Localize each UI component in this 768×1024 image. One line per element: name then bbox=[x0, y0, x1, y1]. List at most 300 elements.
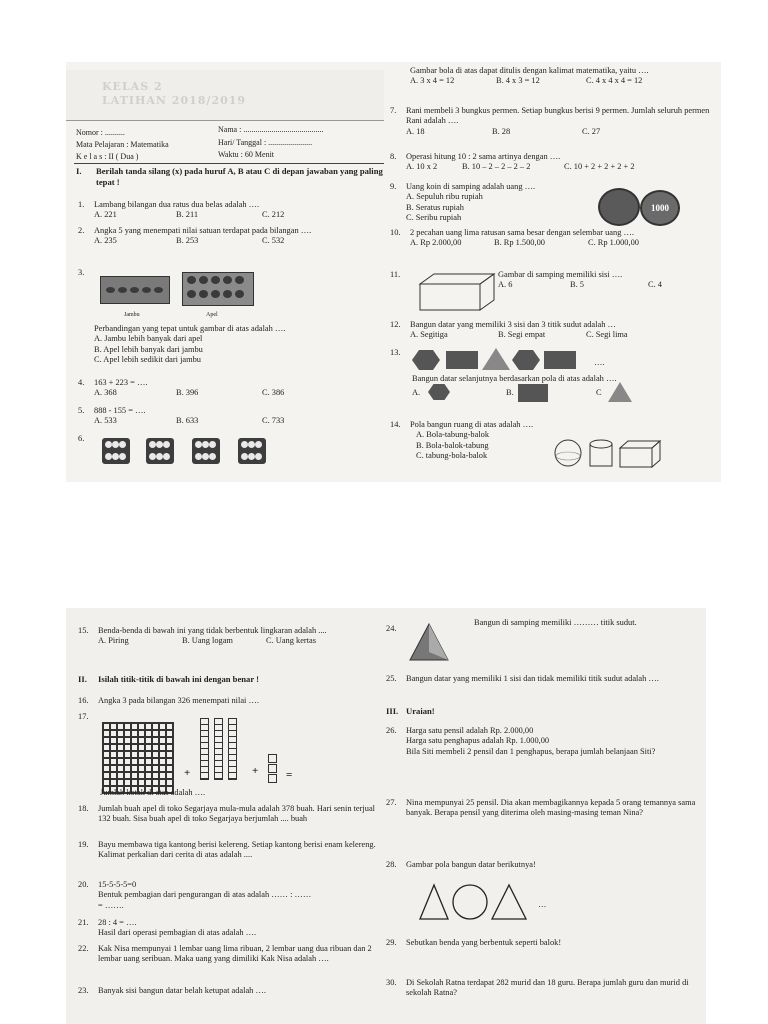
plus-sign: + bbox=[184, 767, 191, 779]
question-21 bbox=[78, 918, 378, 939]
question-text: Angka 5 yang menempati nilai satuan terdapat pada bilangan …. bbox=[94, 226, 312, 235]
equals-sign: = bbox=[286, 769, 293, 781]
question-number: 17. bbox=[78, 712, 89, 721]
ball-group-icon bbox=[192, 438, 220, 464]
question-text: Bangun datar yang memiliki 3 sisi dan 3 titik sudut adalah … bbox=[410, 320, 616, 329]
ball-icon bbox=[112, 441, 119, 448]
question-text-2: Hasil dari operasi pembagian di atas adalah …. bbox=[98, 928, 257, 938]
grid-cell bbox=[103, 751, 110, 758]
ball-icon bbox=[149, 441, 156, 448]
option-a[interactable]: A. 10 x 2 bbox=[406, 162, 438, 172]
ball-group-icon bbox=[102, 438, 130, 464]
apple-fruit bbox=[199, 276, 208, 284]
question-text: Perbandingan yang tepat untuk gambar di atas adalah …. bbox=[94, 324, 286, 333]
grid-cell bbox=[131, 730, 138, 737]
question-text: Sebutkan benda yang berbentuk seperti balok! bbox=[406, 938, 562, 947]
question-text: Gambar bola di atas dapat ditulis dengan kalimat matematika, yaitu …. bbox=[410, 66, 649, 75]
section-1-instruction: Berilah tanda silang (x) pada huruf A, B atau C di depan jawaban yang paling tepat ! bbox=[96, 166, 383, 187]
rectangle-icon bbox=[544, 351, 576, 369]
question-number: 26. bbox=[386, 726, 397, 735]
question-number: 11. bbox=[390, 270, 401, 279]
option-a[interactable]: A. Jambu lebih banyak dari apel bbox=[94, 334, 203, 344]
question-number: 20. bbox=[78, 880, 89, 889]
grid-cell bbox=[152, 772, 159, 779]
grid-cell bbox=[159, 758, 166, 765]
grid-cell bbox=[166, 779, 173, 786]
ball-icon bbox=[156, 441, 163, 448]
grid-cell bbox=[159, 772, 166, 779]
grid-cell bbox=[117, 765, 124, 772]
triangle-icon bbox=[482, 348, 510, 370]
question-text: Lambang bilangan dua ratus dua belas adalah …. bbox=[94, 200, 260, 209]
section-1-number: I. bbox=[76, 166, 82, 176]
grid-cell bbox=[117, 772, 124, 779]
worksheet-page-2 bbox=[66, 608, 706, 1024]
question-number: 21. bbox=[78, 918, 89, 927]
grid-cell bbox=[124, 751, 131, 758]
unit-cube bbox=[268, 774, 277, 783]
guava-fruit bbox=[154, 287, 163, 293]
option-c[interactable]: C bbox=[596, 388, 602, 397]
ball-icon bbox=[195, 453, 202, 460]
question-text: Gambar di samping memiliki sisi …. bbox=[498, 270, 623, 279]
grid-cell bbox=[124, 730, 131, 737]
option-a[interactable]: A. bbox=[412, 388, 421, 397]
grid-cell bbox=[117, 751, 124, 758]
header-title-year: LATIHAN 2018/2019 bbox=[102, 94, 247, 107]
ball-group-icon bbox=[146, 438, 174, 464]
question-number: 2. bbox=[78, 226, 85, 235]
grid-cell bbox=[131, 779, 138, 786]
question-13 bbox=[390, 374, 710, 384]
grid-cell bbox=[159, 751, 166, 758]
question-text: Di Sekolah Ratna terdapat 282 murid dan 18 guru. Berapa jumlah guru dan murid di sekolah Ratna? bbox=[406, 978, 689, 998]
apple-fruit bbox=[223, 276, 232, 284]
plus-sign: + bbox=[252, 765, 259, 777]
grid-cell bbox=[110, 737, 117, 744]
grid-cell bbox=[138, 772, 145, 779]
question-24 bbox=[474, 618, 704, 628]
option-a[interactable]: A. 18 bbox=[406, 126, 425, 136]
question-28 bbox=[386, 860, 704, 870]
question-number: 13. bbox=[390, 348, 401, 357]
option-b[interactable]: B. 28 bbox=[492, 126, 511, 136]
apple-fruit bbox=[235, 290, 244, 298]
option-b[interactable]: B. 211 bbox=[176, 210, 199, 220]
question-number: 12. bbox=[390, 320, 401, 329]
question-number: 10. bbox=[390, 228, 401, 237]
guava-fruit bbox=[106, 287, 115, 293]
grid-cell bbox=[166, 751, 173, 758]
question-number: 9. bbox=[390, 182, 397, 191]
question-number: 27. bbox=[386, 798, 397, 807]
option-a[interactable]: A. 533 bbox=[94, 416, 117, 426]
question-number: 23. bbox=[78, 986, 89, 995]
hexagon-icon bbox=[412, 350, 440, 370]
question-4 bbox=[78, 378, 378, 399]
option-c[interactable]: C. 733 bbox=[262, 416, 285, 426]
apple-fruit bbox=[199, 290, 208, 298]
option-b[interactable]: B. Bola-balok-tabung bbox=[416, 440, 489, 450]
grid-cell bbox=[103, 765, 110, 772]
question-27 bbox=[386, 798, 704, 819]
ball-icon bbox=[105, 453, 112, 460]
option-b[interactable]: B. bbox=[506, 388, 514, 397]
ten-rod bbox=[214, 718, 223, 780]
question-text-3: = ……. bbox=[98, 900, 124, 910]
hundred-block bbox=[102, 722, 174, 794]
option-c[interactable]: C. 10 + 2 + 2 + 2 + 2 bbox=[564, 162, 635, 172]
grid-cell bbox=[117, 744, 124, 751]
option-c[interactable]: C. Segi lima bbox=[586, 330, 628, 340]
option-b[interactable]: B. Seratus rupiah bbox=[406, 202, 464, 212]
option-c[interactable]: C. Uang kertas bbox=[266, 636, 317, 646]
grid-cell bbox=[145, 779, 152, 786]
question-19 bbox=[78, 840, 378, 861]
guava-fruit bbox=[130, 287, 139, 293]
section-2-number: II. bbox=[78, 674, 87, 684]
grid-cell bbox=[117, 730, 124, 737]
question-text: 2 pecahan uang lima ratusan sama besar dengan selembar uang …. bbox=[410, 228, 634, 237]
question-number: 25. bbox=[386, 674, 397, 683]
question-number: 15. bbox=[78, 626, 89, 635]
worksheet-page-1 bbox=[66, 62, 721, 482]
grid-cell bbox=[145, 744, 152, 751]
question-number: 24. bbox=[386, 624, 397, 633]
header-divider bbox=[74, 163, 384, 164]
grid-cell bbox=[159, 779, 166, 786]
grid-cell bbox=[152, 723, 159, 730]
question-9 bbox=[390, 182, 590, 223]
cuboid-picture bbox=[414, 272, 498, 314]
option-b[interactable]: B. 396 bbox=[176, 388, 199, 398]
grid-cell bbox=[124, 737, 131, 744]
grid-cell bbox=[103, 723, 110, 730]
solid-shapes-picture bbox=[552, 436, 664, 470]
grid-cell bbox=[152, 744, 159, 751]
option-c[interactable]: C. 212 bbox=[262, 210, 285, 220]
grid-cell bbox=[166, 758, 173, 765]
ball-icon bbox=[163, 453, 170, 460]
grid-cell bbox=[124, 744, 131, 751]
grid-cell bbox=[138, 765, 145, 772]
pattern-ellipsis: …. bbox=[594, 358, 605, 367]
grid-cell bbox=[138, 758, 145, 765]
grid-cell bbox=[103, 744, 110, 751]
option-c[interactable]: C. Rp 1.000,00 bbox=[588, 238, 639, 248]
grid-cell bbox=[159, 765, 166, 772]
grid-cell bbox=[110, 758, 117, 765]
option-a[interactable]: A. 6 bbox=[498, 280, 513, 290]
grid-cell bbox=[145, 751, 152, 758]
grid-cell bbox=[145, 730, 152, 737]
question-number: 6. bbox=[78, 434, 85, 443]
option-c[interactable]: C. 4 x 4 x 4 = 12 bbox=[586, 76, 643, 86]
rod-cell bbox=[229, 773, 236, 779]
option-b[interactable]: B. Rp 1.500,00 bbox=[494, 238, 545, 248]
question-text: Uang koin di samping adalah uang …. bbox=[406, 182, 536, 191]
grid-cell bbox=[124, 765, 131, 772]
grid-cell bbox=[145, 765, 152, 772]
shape-pattern-picture bbox=[418, 882, 530, 922]
rod-cell bbox=[215, 773, 222, 779]
apple-fruit bbox=[187, 276, 196, 284]
question-number: 14. bbox=[390, 420, 401, 429]
ball-icon bbox=[248, 441, 255, 448]
question-number: 22. bbox=[78, 944, 89, 953]
grid-cell bbox=[166, 737, 173, 744]
ball-group-icon bbox=[238, 438, 266, 464]
option-b[interactable]: B. 10 – 2 – 2 – 2 – 2 bbox=[462, 162, 531, 172]
option-a[interactable]: A. 221 bbox=[94, 210, 117, 220]
question-text: Nina mempunyai 25 pensil. Dia akan membagikannya kepada 5 orang temannya sama banyak. Berapa pensil yang diterima oleh masing-masing teman Nina? bbox=[406, 798, 696, 818]
triangle-icon bbox=[608, 382, 632, 402]
question-text: 163 + 223 = …. bbox=[94, 378, 148, 387]
option-c[interactable]: C. tabung-bola-balok bbox=[416, 450, 488, 460]
ten-rod bbox=[228, 718, 237, 780]
question-26 bbox=[386, 726, 704, 757]
grid-cell bbox=[110, 744, 117, 751]
option-a[interactable]: A. Sepuluh ribu rupiah bbox=[406, 192, 483, 202]
question-text: Bangun datar selanjutnya berdasarkan pola di atas adalah …. bbox=[412, 374, 617, 383]
grid-cell bbox=[152, 730, 159, 737]
ball-icon bbox=[255, 453, 262, 460]
rectangle-icon bbox=[446, 351, 478, 369]
pattern-blank: … bbox=[538, 900, 547, 909]
grid-cell bbox=[159, 730, 166, 737]
question-text: Banyak sisi bangun datar belah ketupat adalah …. bbox=[98, 986, 266, 995]
apple-fruit bbox=[211, 276, 220, 284]
ball-icon bbox=[156, 453, 163, 460]
grid-cell bbox=[110, 772, 117, 779]
question-number: 3. bbox=[78, 268, 85, 277]
question-23 bbox=[78, 986, 378, 996]
grid-cell bbox=[117, 779, 124, 786]
question-20 bbox=[78, 880, 378, 911]
ball-icon bbox=[163, 441, 170, 448]
coin-back-icon bbox=[598, 188, 640, 226]
option-b[interactable]: B. Segi empat bbox=[498, 330, 546, 340]
grid-cell bbox=[166, 772, 173, 779]
triangle-picture bbox=[408, 622, 450, 662]
grid-cell bbox=[152, 737, 159, 744]
grid-cell bbox=[110, 765, 117, 772]
coin-1000-icon: 1000 bbox=[640, 190, 680, 226]
unit-cube bbox=[268, 754, 277, 763]
option-b[interactable]: B. 5 bbox=[570, 280, 584, 290]
apple-fruit bbox=[235, 276, 244, 284]
question-2 bbox=[78, 226, 378, 247]
question-number: 7. bbox=[390, 106, 397, 115]
field-hari-tanggal: Hari/ Tanggal : ...................... bbox=[218, 138, 313, 147]
question-text-3: Bila Siti membeli 2 pensil dan 1 penghapus, berapa jumlah belanjaan Siti? bbox=[406, 746, 656, 756]
ball-icon bbox=[255, 441, 262, 448]
apple-label: Apel bbox=[206, 312, 218, 318]
question-text-2: Harga satu penghapus adalah Rp. 1.000,00 bbox=[406, 736, 550, 746]
field-mata-pelajaran: Mata Pelajaran : Matematika bbox=[76, 140, 169, 149]
question-text: Operasi hitung 10 : 2 sama artinya dengan …. bbox=[406, 152, 561, 161]
grid-cell bbox=[166, 730, 173, 737]
grid-cell bbox=[124, 723, 131, 730]
question-text: Angka 3 pada bilangan 326 menempati nilai …. bbox=[98, 696, 259, 705]
option-a[interactable]: A. 3 x 4 = 12 bbox=[410, 76, 455, 86]
grid-cell bbox=[138, 723, 145, 730]
question-text: Gambar pola bangun datar berikutnya! bbox=[406, 860, 536, 869]
grid-cell bbox=[110, 723, 117, 730]
section-3-number: III. bbox=[386, 706, 399, 716]
grid-cell bbox=[131, 758, 138, 765]
ball-icon bbox=[209, 453, 216, 460]
grid-cell bbox=[159, 723, 166, 730]
question-7 bbox=[390, 106, 710, 137]
hexagon-icon bbox=[428, 384, 450, 400]
field-nomor: Nomor : .......... bbox=[76, 128, 125, 137]
guava-fruit bbox=[142, 287, 151, 293]
grid-cell bbox=[131, 772, 138, 779]
question-text: Benda-benda di bawah ini yang tidak berbentuk lingkaran adalah .... bbox=[98, 626, 327, 635]
grid-cell bbox=[152, 758, 159, 765]
option-c[interactable]: C. 532 bbox=[262, 236, 285, 246]
question-17 bbox=[80, 788, 380, 798]
grid-cell bbox=[103, 737, 110, 744]
question-text: Bangun datar yang memiliki 1 sisi dan tidak memiliki titik sudut adalah …. bbox=[406, 674, 659, 683]
grid-cell bbox=[124, 758, 131, 765]
question-30 bbox=[386, 978, 704, 999]
grid-cell bbox=[145, 772, 152, 779]
question-number: 29. bbox=[386, 938, 397, 947]
question-3-body bbox=[78, 324, 378, 365]
header-title-class: KELAS 2 bbox=[102, 80, 163, 93]
apple-fruit bbox=[211, 290, 220, 298]
question-text-2: Bentuk pembagian dari pengurangan di atas adalah …… : …… bbox=[98, 890, 312, 900]
option-a[interactable]: A. 368 bbox=[94, 388, 117, 398]
question-1 bbox=[78, 200, 378, 221]
question-number: 5. bbox=[78, 406, 85, 415]
grid-cell bbox=[166, 744, 173, 751]
option-a[interactable]: A. Bola-tabung-balok bbox=[416, 430, 490, 440]
question-22 bbox=[78, 944, 378, 965]
question-5 bbox=[78, 406, 378, 427]
option-b[interactable]: B. Uang logam bbox=[182, 636, 233, 646]
question-number: 28. bbox=[386, 860, 397, 869]
grid-cell bbox=[124, 779, 131, 786]
option-a[interactable]: A. Rp 2.000,00 bbox=[410, 238, 462, 248]
ball-icon bbox=[149, 453, 156, 460]
grid-cell bbox=[117, 758, 124, 765]
grid-cell bbox=[103, 730, 110, 737]
grid-cell bbox=[138, 779, 145, 786]
option-c[interactable]: C. 386 bbox=[262, 388, 285, 398]
grid-cell bbox=[131, 744, 138, 751]
question-text: Jumlah buah apel di toko Segarjaya mula-mula adalah 378 buah. Hari senin terjual 132 buah. Sisa buah apel di toko Segarjaya berjumlah .... buah bbox=[98, 804, 375, 824]
ball-icon bbox=[105, 441, 112, 448]
grid-cell bbox=[152, 751, 159, 758]
ball-icon bbox=[112, 453, 119, 460]
option-a[interactable]: A. Segitiga bbox=[410, 330, 448, 340]
grid-cell bbox=[131, 765, 138, 772]
grid-cell bbox=[138, 744, 145, 751]
apple-fruit bbox=[223, 290, 232, 298]
option-b[interactable]: B. Apel lebih banyak dari jambu bbox=[94, 344, 203, 354]
field-waktu: Waktu : 60 Menit bbox=[218, 150, 275, 159]
ball-icon bbox=[209, 441, 216, 448]
question-number: 4. bbox=[78, 378, 85, 387]
option-a[interactable]: A. 235 bbox=[94, 236, 117, 246]
grid-cell bbox=[124, 772, 131, 779]
question-text: Harga satu pensil adalah Rp. 2.000,00 bbox=[406, 726, 534, 735]
option-a[interactable]: A. Piring bbox=[98, 636, 129, 646]
grid-cell bbox=[110, 730, 117, 737]
ball-icon bbox=[119, 441, 126, 448]
question-6-continued bbox=[394, 66, 714, 87]
question-16 bbox=[78, 696, 378, 706]
question-text: Bayu membawa tiga kantong berisi kelereng. Setiap kantong berisi enam kelereng. Kalimat perkalian dari cerita di atas adalah .... bbox=[98, 840, 376, 860]
grid-cell bbox=[166, 723, 173, 730]
unit-cube bbox=[268, 764, 277, 773]
question-text: Jumlah kotak di atas adalah …. bbox=[100, 788, 206, 797]
rod-cell bbox=[201, 773, 208, 779]
grid-cell bbox=[138, 737, 145, 744]
option-b[interactable]: B. 253 bbox=[176, 236, 199, 246]
grid-cell bbox=[103, 779, 110, 786]
hexagon-icon bbox=[512, 350, 540, 370]
question-12 bbox=[390, 320, 720, 341]
apple-fruit bbox=[187, 290, 196, 298]
grid-cell bbox=[117, 737, 124, 744]
guava-fruit bbox=[118, 287, 127, 293]
ball-icon bbox=[195, 441, 202, 448]
question-text: Kak Nisa mempunyai 1 lembar uang lima ribuan, 2 lembar uang dua ribuan dan 2 lembar uang seribuan. Maka uang yang dimiliki Kak Nisa adalah …. bbox=[98, 944, 372, 964]
ball-icon bbox=[248, 453, 255, 460]
question-25 bbox=[386, 674, 704, 684]
question-text: Bangun di samping memiliki ……… titik sudut. bbox=[474, 618, 637, 627]
question-text: Pola bangun ruang di atas adalah …. bbox=[410, 420, 534, 429]
question-number: 30. bbox=[386, 978, 397, 987]
grid-cell bbox=[145, 758, 152, 765]
question-text: 28 : 4 = …. bbox=[98, 918, 137, 927]
question-11 bbox=[498, 270, 708, 291]
option-c[interactable]: C. 4 bbox=[648, 280, 662, 290]
question-text: 888 - 155 = …. bbox=[94, 406, 146, 415]
question-number: 18. bbox=[78, 804, 89, 813]
question-15 bbox=[78, 626, 378, 647]
question-text: Rani membeli 3 bungkus permen. Setiap bungkus berisi 9 permen. Jumlah seluruh permen Rani adalah …. bbox=[406, 106, 710, 126]
option-c[interactable]: C. Apel lebih sedikit dari jambu bbox=[94, 354, 201, 364]
question-10 bbox=[390, 228, 710, 249]
rectangle-icon bbox=[518, 384, 548, 402]
grid-cell bbox=[145, 737, 152, 744]
grid-cell bbox=[138, 730, 145, 737]
section-2-instruction: Isilah titik-titik di bawah ini dengan benar ! bbox=[98, 674, 260, 684]
field-nama: Nama : ........................................ bbox=[218, 125, 324, 134]
option-b[interactable]: B. 4 x 3 = 12 bbox=[496, 76, 540, 86]
option-c[interactable]: C. Seribu rupiah bbox=[406, 212, 462, 222]
grid-cell bbox=[131, 723, 138, 730]
section-3-title: Uraian! bbox=[406, 706, 435, 716]
grid-cell bbox=[131, 737, 138, 744]
grid-cell bbox=[138, 751, 145, 758]
question-29 bbox=[386, 938, 704, 948]
grid-cell bbox=[103, 772, 110, 779]
grid-cell bbox=[159, 744, 166, 751]
option-c[interactable]: C. 27 bbox=[582, 126, 601, 136]
question-number: 1. bbox=[78, 200, 85, 209]
question-number: 19. bbox=[78, 840, 89, 849]
option-b[interactable]: B. 633 bbox=[176, 416, 199, 426]
question-text: 15-5-5-5=0 bbox=[98, 880, 137, 889]
grid-cell bbox=[145, 723, 152, 730]
grid-cell bbox=[152, 765, 159, 772]
